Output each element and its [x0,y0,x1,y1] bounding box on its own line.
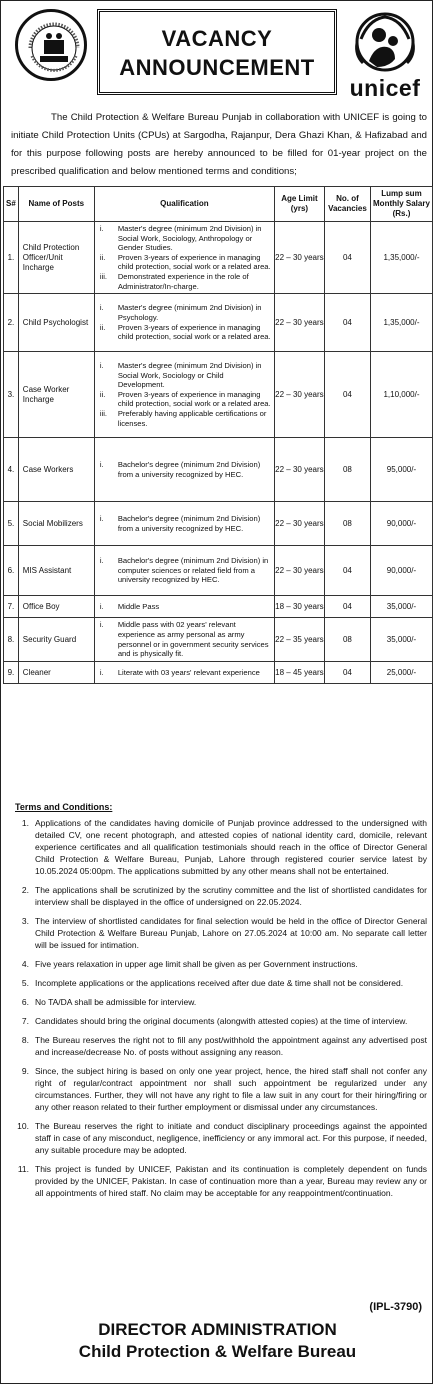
term-text: This project is funded by UNICEF, Pakistan and its continuation is completely dependent on funds provided by the UNICEF, Pakistan. In case of continuation more than a year, Bureau may review any or all appointments of hired staff. No claim may be acceptable for any reappointment/continuation. [35,1164,427,1198]
term-number: 11. [17,1164,29,1174]
table-body [4,222,433,684]
term-number: 10. [17,1121,29,1131]
cell-age-limit: 22 – 30 years [274,222,324,294]
cell-post-name: Child Protection Officer/Unit Incharge [18,222,94,294]
term-number: 2. [21,885,29,895]
qualification-item [98,272,271,291]
intro-paragraph: The Child Protection & Welfare Bureau Punjab in collaboration with UNICEF is going to initiate Child Protection Units (CPUs) at Sargodha, Rajanpur, Dera Ghazi Khan, & Hafizabad and for this purpose following posts are hereby announced to be filled for 01-year project on the prescribed qualification and below mentioned terms and conditions; [11,112,427,177]
cell-age-limit: 18 – 45 years [274,662,324,684]
term-text: The Bureau reserves the right to initiate and conduct disciplinary proceedings against the appointed staff in case of any misconduct, negligence, inefficiency or any immoral act. For this purpose, if needed, any suitable procedure may be adopted. [35,1121,427,1155]
qualification-text: Demonstrated experience in the role of Administrator/In-charge. [117,271,249,291]
reference-code: (IPL-3790) [369,1301,422,1313]
cell-salary: 95,000/- [370,438,432,502]
title-line-2: ANNOUNCEMENT [119,55,315,80]
bureau-seal-logo [15,9,87,81]
qualification-number: i. [99,556,104,566]
table-row [4,222,433,294]
qualification-number: ii. [99,322,106,332]
col-header-qualification: Qualification [94,187,274,222]
vacancy-table [3,186,433,684]
qualification-number: i. [99,601,104,611]
term-number: 9. [21,1066,29,1076]
term-item [15,1065,427,1113]
qualification-item [98,303,271,322]
seal-emblem-icon [18,12,90,84]
qualification-number: i. [99,361,104,371]
qualification-text: Proven 3-years of experience in managing child protection, social work or a related area. [117,322,271,342]
table-header-row [4,187,433,222]
table-row [4,546,433,596]
qualification-text: Master's degree (minimum 2nd Division) in Social Work, Sociology, Anthropology or Gender Studies. [117,224,262,253]
qualification-item [98,556,271,585]
cell-age-limit: 18 – 30 years [274,596,324,618]
cell-vacancies: 08 [324,502,370,546]
qualification-item [98,620,271,658]
qualification-item [98,514,271,533]
col-header-salary: Lump sum Monthly Salary (Rs.) [370,187,432,222]
cell-salary: 35,000/- [370,596,432,618]
term-number: 6. [21,997,29,1007]
term-text: The applications shall be scrutinized by the scrutiny committee and the list of shortlisted candidates for interview shall be displayed in the office of undersigned on 22.05.2024. [35,885,427,907]
qualification-item [98,361,271,390]
term-text: The Bureau reserves the right not to fill any post/withhold the appointment against any advertised post and increase/decrease No. of posts without assigning any reason. [35,1035,427,1057]
cell-vacancies: 04 [324,546,370,596]
term-number: 7. [21,1016,29,1026]
term-text: Five years relaxation in upper age limit shall be given as per Government instructions. [35,959,358,969]
cell-vacancies: 04 [324,222,370,294]
cell-qualification [94,294,274,352]
footer-designation: DIRECTOR ADMINISTRATION [98,1320,337,1339]
qualification-item [98,323,271,342]
qualification-number: i. [99,514,104,524]
cell-qualification [94,438,274,502]
cell-qualification [94,502,274,546]
table-row [4,294,433,352]
cell-sno: 1. [4,222,19,294]
cell-salary: 90,000/- [370,546,432,596]
cell-post-name: Security Guard [18,618,94,662]
cell-sno: 3. [4,352,19,438]
col-header-vacancies: No. of Vacancies [324,187,370,222]
term-text: Incomplete applications or the applications received after due date & time shall not be considered. [35,978,404,988]
qualification-text: Middle pass with 02 years' relevant experience as army personal as army personnel or in government security services and is physically fit. [117,620,269,659]
cell-age-limit: 22 – 30 years [274,438,324,502]
qualification-item [98,390,271,409]
qualification-text: Bachelor's degree (minimum 2nd Division) from a university recognized by HEC. [117,460,261,479]
qualification-number: iii. [99,409,107,419]
qualification-number: i. [99,303,104,313]
cell-vacancies: 08 [324,438,370,502]
cell-salary: 1,35,000/- [370,294,432,352]
term-item [15,817,427,877]
footer [1,1319,433,1363]
term-item [15,1015,427,1027]
unicef-wordmark: unicef [349,75,421,101]
term-text: Since, the subject hiring is based on only one year project, hence, the hired staff shall not confer any right of regular/contract appointment nor shall such appointment be regularized under any circumstances. Further, they will not have any right to file a law suit in any court for their hiring/firing or any other reason related to their further employment or dismissal under any circumstances. [35,1066,427,1112]
col-header-age: Age Limit (yrs) [274,187,324,222]
cell-qualification [94,596,274,618]
cell-vacancies: 04 [324,596,370,618]
cell-vacancies: 04 [324,662,370,684]
cell-age-limit: 22 – 30 years [274,294,324,352]
qualification-number: i. [99,667,104,677]
terms-title: Terms and Conditions: [15,802,113,812]
term-item [15,996,427,1008]
cell-age-limit: 22 – 30 years [274,502,324,546]
qualification-text: Literate with 03 years' relevant experience [117,667,260,677]
term-text: The interview of shortlisted candidates for final selection would be held in the office of Director General Child Protection & Welfare Bureau Punjab, Lahore on 27.05.2024 at 10:00 am. No separate call letter will be issued for intimation. [35,916,427,950]
term-number: 4. [21,959,29,969]
cell-sno: 8. [4,618,19,662]
footer-organization: Child Protection & Welfare Bureau [78,1342,357,1361]
qualification-text: Proven 3-years of experience in managing child protection, social work or a related area. [117,252,271,272]
cell-sno: 2. [4,294,19,352]
cell-vacancies: 04 [324,294,370,352]
qualification-text: Master's degree (minimum 2nd Division) in Social Work, Sociology or Child Development. [117,361,262,390]
table-row [4,662,433,684]
qualification-number: i. [99,620,104,630]
title-box [97,9,337,95]
cell-post-name: Case Workers [18,438,94,502]
cell-post-name: Child Psychologist [18,294,94,352]
qualification-item [98,409,271,428]
table-row [4,438,433,502]
term-text: Candidates should bring the original documents (alongwith attested copies) at the time of interview. [35,1016,408,1026]
table-row [4,352,433,438]
qualification-number: iii. [99,271,107,281]
qualification-text: Master's degree (minimum 2nd Division) in Psychology. [117,303,262,323]
term-item [15,1163,427,1199]
cell-sno: 7. [4,596,19,618]
term-number: 3. [21,916,29,926]
term-number: 5. [21,978,29,988]
qualification-number: i. [99,224,104,233]
cell-qualification [94,546,274,596]
title-line-1: VACANCY [161,26,273,51]
term-text: No TA/DA shall be admissible for interview. [35,997,197,1007]
col-header-sno: S# [4,187,19,222]
cell-salary: 90,000/- [370,502,432,546]
cell-sno: 6. [4,546,19,596]
cell-age-limit: 22 – 35 years [274,618,324,662]
cell-sno: 9. [4,662,19,684]
header [1,1,433,101]
table-row [4,618,433,662]
term-text: Applications of the candidates having domicile of Punjab province addressed to the undersigned with detailed CV, one recent photograph, and attested copies of national identity card, domicile, relevant experience certificates and all qualification testimonials should reach in the office of Director General Child Protection & Welfare Bureau, Punjab, Lahore through registered courier service latest by 10.05.2024 05:00pm. The applications submitted by any other means shall not be entertained. [35,818,427,876]
cell-qualification [94,618,274,662]
cell-post-name: MIS Assistant [18,546,94,596]
term-item [15,915,427,951]
cell-qualification [94,352,274,438]
unicef-logo-block [339,9,431,99]
cell-salary: 35,000/- [370,618,432,662]
cell-post-name: Office Boy [18,596,94,618]
term-number: 8. [21,1035,29,1045]
table-row [4,502,433,546]
qualification-text: Middle Pass [117,601,160,611]
cell-post-name: Case Worker Incharge [18,352,94,438]
term-item [15,977,427,989]
term-item [15,1120,427,1156]
qualification-item [98,224,271,253]
cell-salary: 1,35,000/- [370,222,432,294]
cell-age-limit: 22 – 30 years [274,546,324,596]
cell-qualification [94,662,274,684]
col-header-name: Name of Posts [18,187,94,222]
qualification-text: Bachelor's degree (minimum 2nd Division) from a university recognized by HEC. [117,514,261,533]
term-item [15,958,427,970]
cell-salary: 25,000/- [370,662,432,684]
qualification-number: i. [99,460,104,470]
term-item [15,1034,427,1058]
qualification-item [98,668,271,678]
terms-section [15,801,427,1199]
qualification-item [98,460,271,479]
cell-vacancies: 08 [324,618,370,662]
qualification-text: Proven 3-years of experience in managing child protection, social work or a related area. [117,389,271,409]
qualification-number: ii. [99,389,106,399]
qualification-number: ii. [99,252,106,262]
qualification-text: Bachelor's degree (minimum 2nd Division) in computer sciences or related field from a university recognized by HEC. [117,556,269,585]
term-item [15,884,427,908]
qualification-text: Preferably having applicable certifications or licenses. [117,409,267,428]
cell-sno: 4. [4,438,19,502]
terms-list [15,817,427,1199]
cell-qualification [94,222,274,294]
cell-age-limit: 22 – 30 years [274,352,324,438]
cell-sno: 5. [4,502,19,546]
qualification-item [98,602,271,612]
term-number: 1. [21,818,29,828]
cell-post-name: Social Mobilizers [18,502,94,546]
table-row [4,596,433,618]
unicef-emblem-icon [349,9,421,75]
cell-post-name: Cleaner [18,662,94,684]
qualification-item [98,253,271,272]
cell-vacancies: 04 [324,352,370,438]
cell-salary: 1,10,000/- [370,352,432,438]
